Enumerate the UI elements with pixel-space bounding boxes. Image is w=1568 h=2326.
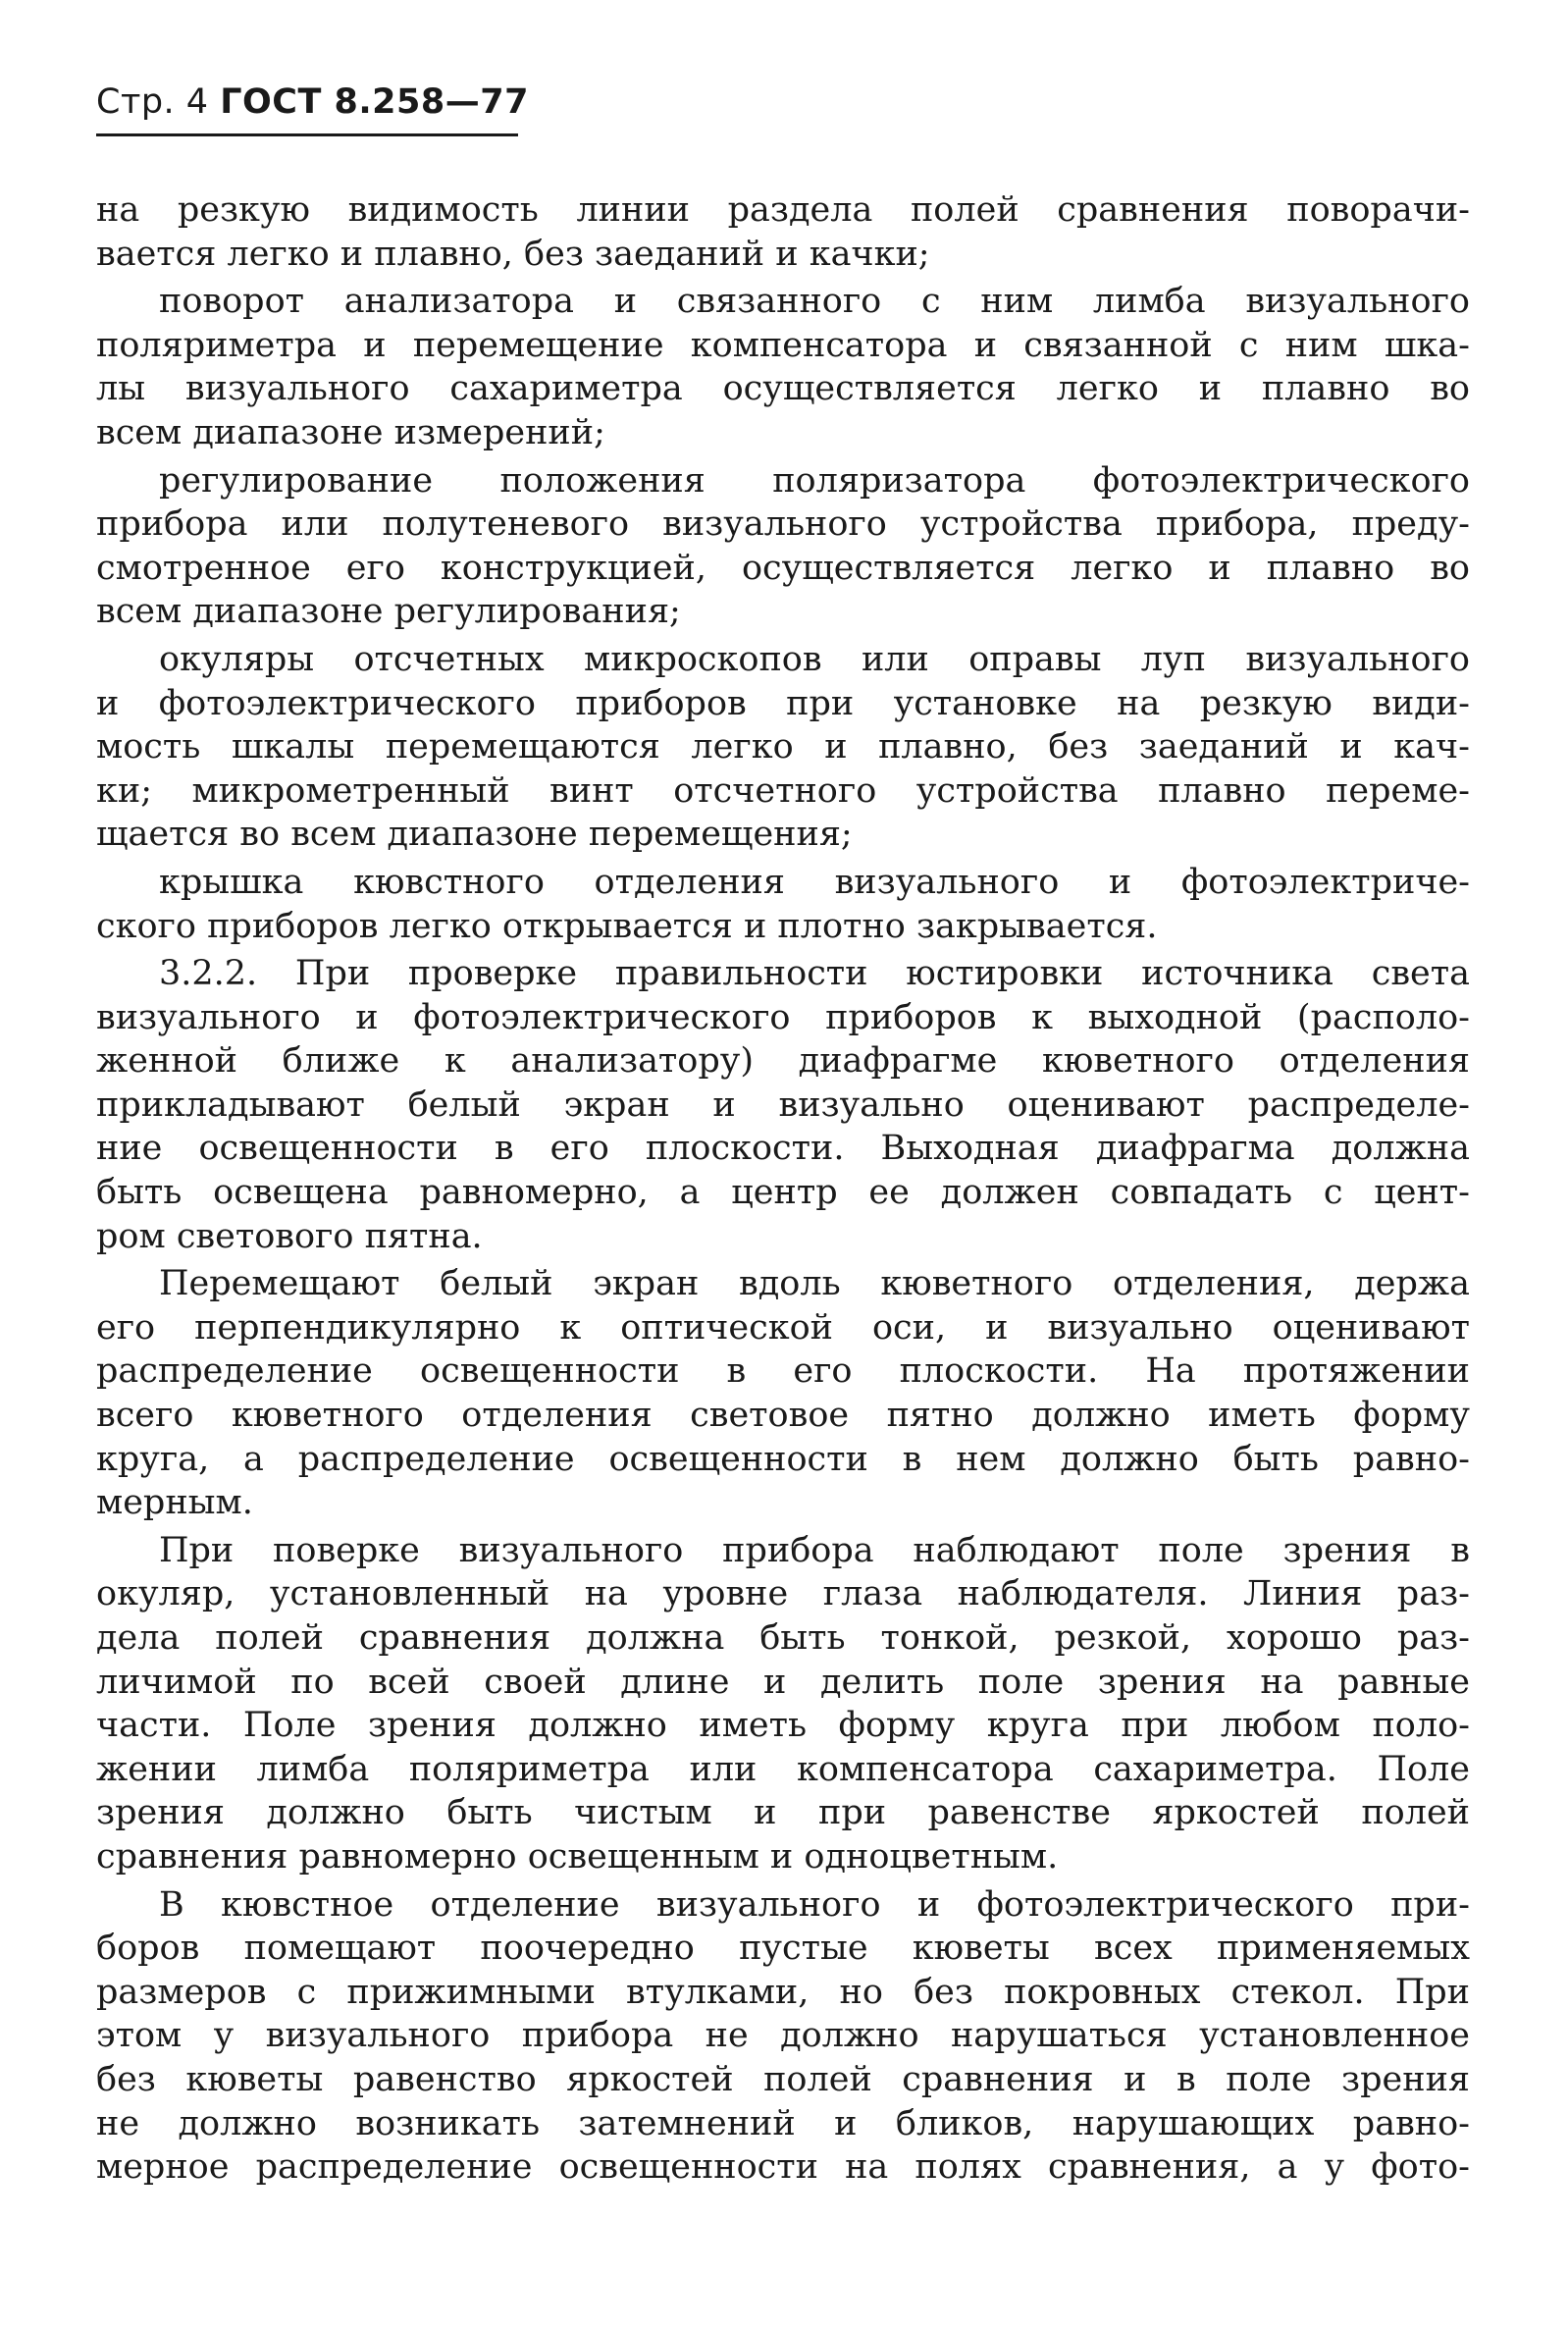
text-line: личимой по всей своей длине и делить поле зрения на равные xyxy=(96,1662,1470,1702)
page-header xyxy=(96,82,529,122)
text-line: смотренное его конструкцией, осуществляется легко и плавно во xyxy=(96,548,1470,588)
paragraph xyxy=(96,861,1470,948)
text-line: не должно возникать затемнений и бликов, нарушающих равно- xyxy=(96,2103,1470,2143)
text-line: щается во всем диапазоне перемещения; xyxy=(96,815,853,855)
text-line: на резкую видимость линии раздела полей сравнения поворачи- xyxy=(96,190,1470,230)
text-line: всем диапазоне регулирования; xyxy=(96,592,681,632)
text-line: В кювстное отделение визуального и фотоэлектрического при- xyxy=(159,1884,1470,1925)
text-line: зрения должно быть чистым и при равенстве яркостей полей xyxy=(96,1793,1470,1833)
text-line: мерным. xyxy=(96,1483,253,1523)
text-line: части. Поле зрения должно иметь форму круга при любом поло- xyxy=(96,1706,1470,1746)
standard-designation: ГОСТ 8.258—77 xyxy=(220,82,529,122)
paragraph xyxy=(96,280,1470,454)
text-line: крышка кювстного отделения визуального и фотоэлектриче- xyxy=(159,862,1470,902)
text-line: ки; микрометренный винт отсчетного устройства плавно переме- xyxy=(96,770,1470,811)
paragraph xyxy=(96,1883,1470,2190)
text-line: При поверке визуального прибора наблюдают поле зрения в xyxy=(159,1530,1470,1570)
text-line: распределение освещенности в его плоскости. На протяжении xyxy=(96,1351,1470,1392)
text-line: этом у визуального прибора не должно нарушаться установленное xyxy=(96,2016,1470,2056)
text-line: прикладывают белый экран и визуально оценивают распределе- xyxy=(96,1084,1470,1125)
text-line: вается легко и плавно, без заеданий и качки; xyxy=(96,234,930,274)
text-line: быть освещена равномерно, а центр ее должен совпадать с цент- xyxy=(96,1173,1470,1213)
text-line: мерное распределение освещенности на полях сравнения, а у фото- xyxy=(96,2147,1470,2188)
text-line: 3.2.2. При проверке правильности юстировки источника света xyxy=(159,954,1470,994)
text-line: дела полей сравнения должна быть тонкой, резкой, хорошо раз- xyxy=(96,1618,1470,1658)
text-line: прибора или полутеневого визуального устройства прибора, преду- xyxy=(96,504,1470,545)
text-line: окуляры отсчетных микроскопов или оправы луп визуального xyxy=(159,639,1470,679)
text-line: окуляр, установленный на уровне глаза наблюдателя. Линия раз- xyxy=(96,1574,1470,1614)
text-line: жении лимба поляриметра или компенсатора сахариметра. Поле xyxy=(96,1749,1470,1789)
text-line: сравнения равномерно освещенным и одноцветным. xyxy=(96,1836,1059,1877)
text-line: без кюветы равенство яркостей полей сравнения и в поле зрения xyxy=(96,2059,1470,2099)
text-line: мость шкалы перемещаются легко и плавно, без заеданий и кач- xyxy=(96,727,1470,767)
header-rule xyxy=(96,133,518,136)
text-line: всего кюветного отделения световое пятно должно иметь форму xyxy=(96,1396,1470,1436)
text-line: визуального и фотоэлектрического приборов к выходной (располо- xyxy=(96,997,1470,1037)
text-line: боров помещают поочередно пустые кюветы всех применяемых xyxy=(96,1929,1470,1969)
text-line: круга, а распределение освещенности в нем должно быть равно- xyxy=(96,1439,1470,1479)
text-line: Перемещают белый экран вдоль кюветного отделения, держа xyxy=(159,1264,1470,1304)
text-line: и фотоэлектрического приборов при установке на резкую види- xyxy=(96,683,1470,723)
text-line: его перпендикулярно к оптической оси, и визуально оценивают xyxy=(96,1307,1470,1348)
paragraph xyxy=(96,638,1470,857)
text-line: женной ближе к анализатору) диафрагме кюветного отделения xyxy=(96,1041,1470,1082)
text-line: ского приборов легко открывается и плотно закрывается. xyxy=(96,906,1158,946)
paragraph xyxy=(96,1262,1470,1525)
paragraph xyxy=(96,1529,1470,1879)
text-line: лы визуального сахариметра осуществляется легко и плавно во xyxy=(96,369,1470,409)
paragraph xyxy=(96,188,1470,276)
text-line: регулирование положения поляризатора фотоэлектрического xyxy=(159,460,1470,501)
page-number: Стр. 4 xyxy=(96,82,209,122)
paragraph xyxy=(96,952,1470,1258)
text-line: поляриметра и перемещение компенсатора и связанной с ним шка- xyxy=(96,325,1470,365)
paragraph xyxy=(96,459,1470,634)
text-line: размеров с прижимными втулками, но без покровных стекол. При xyxy=(96,1972,1470,2012)
document-body xyxy=(96,188,1470,2194)
text-line: всем диапазоне измерений; xyxy=(96,412,605,452)
text-line: поворот анализатора и связанного с ним лимба визуального xyxy=(159,282,1470,322)
text-line: ром светового пятна. xyxy=(96,1216,483,1256)
text-line: ние освещенности в его плоскости. Выходная диафрагма должна xyxy=(96,1129,1470,1169)
